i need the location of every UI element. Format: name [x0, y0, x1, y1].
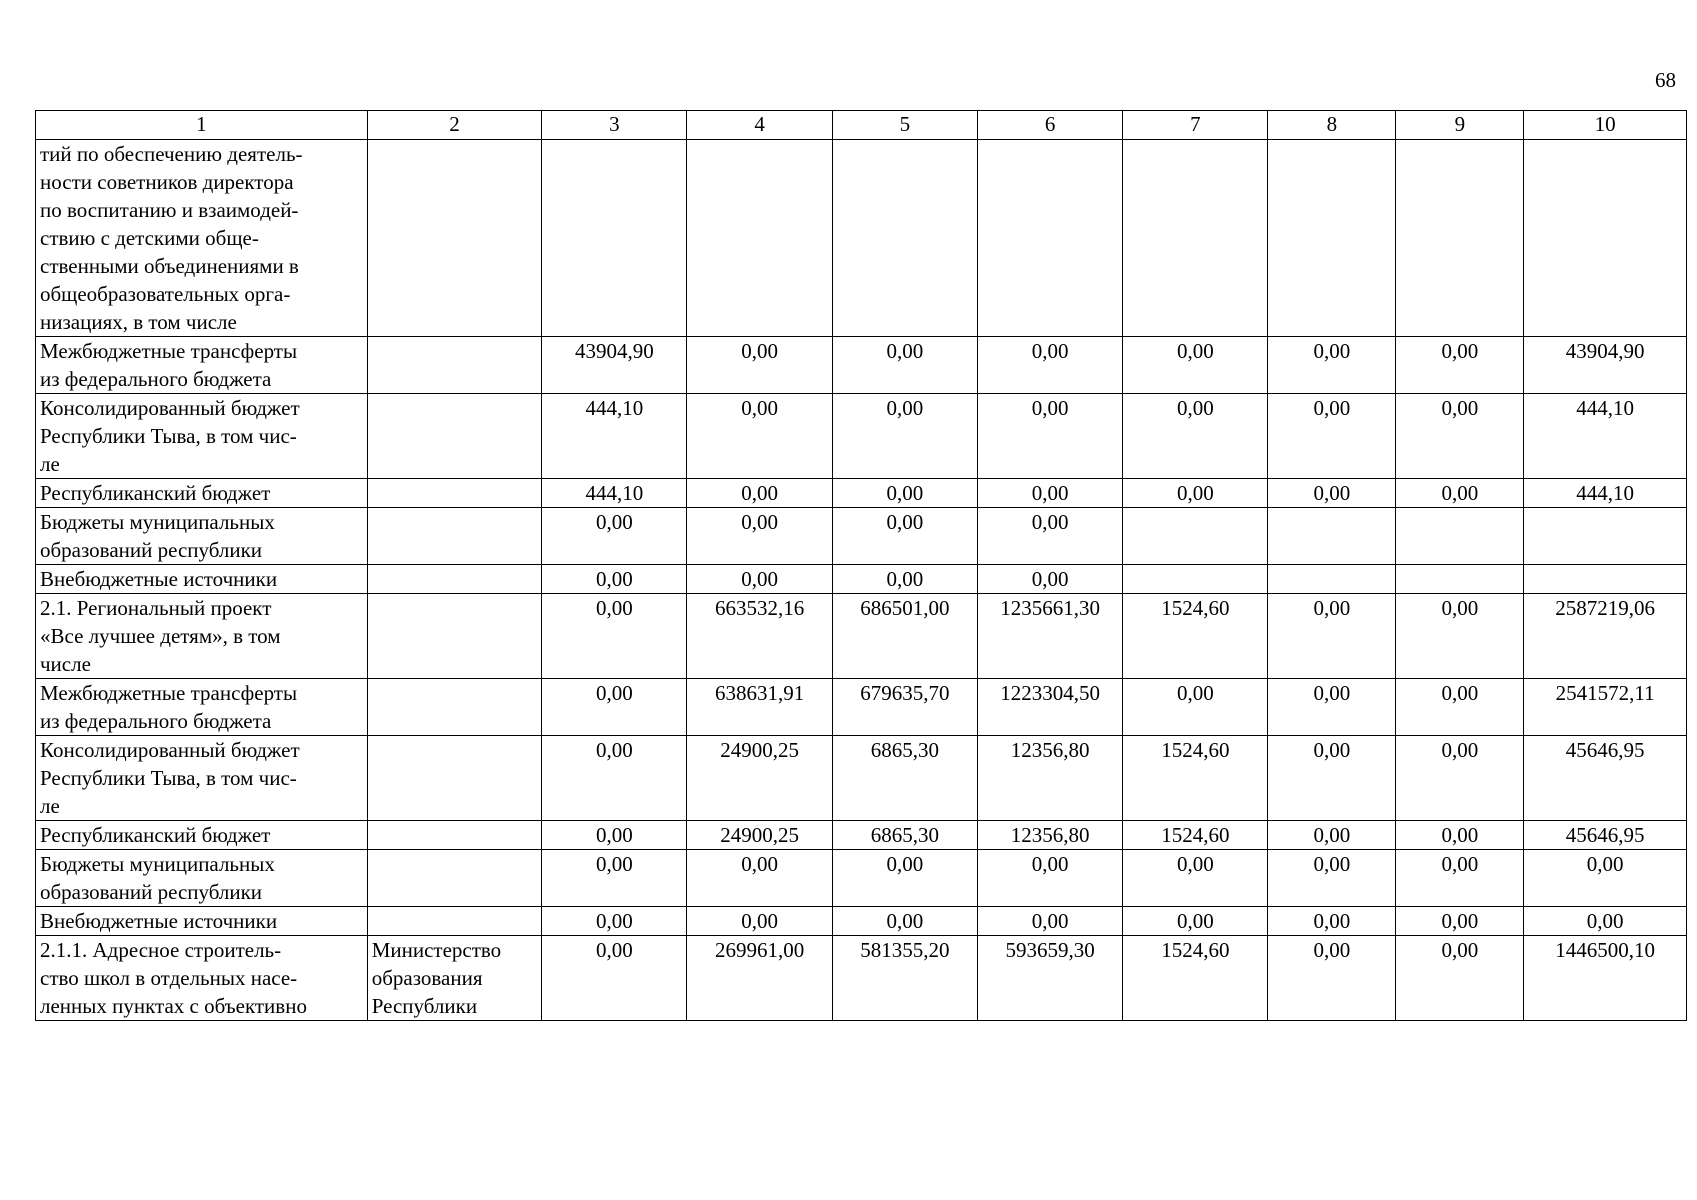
amount-cell: 686501,00	[832, 594, 977, 679]
budget-table	[35, 110, 1687, 1021]
amount-cell: 0,00	[1396, 907, 1524, 936]
row-description	[36, 565, 368, 594]
description-line: ле	[40, 452, 60, 476]
amount-cell: 2587219,06	[1524, 594, 1687, 679]
amount-cell: 0,00	[1396, 594, 1524, 679]
amount-cell	[1524, 565, 1687, 594]
responsible-line: Министерство	[371, 938, 502, 962]
amount-cell: 0,00	[687, 907, 832, 936]
description-line: по воспитанию и взаимодей-	[40, 198, 299, 222]
responsible-executor	[367, 821, 542, 850]
amount-cell: 0,00	[1396, 337, 1524, 394]
description-line: Межбюджетные трансферты	[40, 681, 298, 705]
table-row	[36, 850, 1687, 907]
amount-cell: 444,10	[1524, 394, 1687, 479]
row-description	[36, 508, 368, 565]
amount-cell: 0,00	[977, 508, 1122, 565]
row-description	[36, 394, 368, 479]
amount-cell: 1524,60	[1123, 594, 1268, 679]
amount-cell: 444,10	[542, 479, 687, 508]
description-line: числе	[40, 652, 91, 676]
amount-cell: 0,00	[542, 850, 687, 907]
table-row	[36, 565, 1687, 594]
amount-cell	[1123, 508, 1268, 565]
column-header: 8	[1268, 111, 1396, 140]
row-description	[36, 821, 368, 850]
amount-cell: 0,00	[542, 508, 687, 565]
column-number-row	[36, 111, 1687, 140]
amount-cell: 0,00	[542, 679, 687, 736]
column-header: 6	[977, 111, 1122, 140]
amount-cell: 444,10	[1524, 479, 1687, 508]
row-description	[36, 479, 368, 508]
amount-cell: 6865,30	[832, 736, 977, 821]
row-description	[36, 936, 368, 1021]
description-line: 2.1.1. Адресное строитель-	[40, 938, 282, 962]
amount-cell: 0,00	[977, 479, 1122, 508]
description-line: Республиканский бюджет	[40, 481, 271, 505]
amount-cell: 0,00	[542, 565, 687, 594]
amount-cell: 0,00	[977, 394, 1122, 479]
amount-cell: 0,00	[832, 337, 977, 394]
amount-cell: 0,00	[687, 508, 832, 565]
amount-cell: 0,00	[542, 736, 687, 821]
description-line: низациях, в том числе	[40, 310, 237, 334]
row-description	[36, 337, 368, 394]
amount-cell: 444,10	[542, 394, 687, 479]
description-line: Республики Тыва, в том чис-	[40, 766, 297, 790]
description-line: Бюджеты муниципальных	[40, 852, 275, 876]
amount-cell: 0,00	[1396, 850, 1524, 907]
description-line: из федерального бюджета	[40, 367, 272, 391]
amount-cell: 0,00	[832, 907, 977, 936]
amount-cell: 6865,30	[832, 821, 977, 850]
amount-cell	[1524, 140, 1687, 337]
description-line: 2.1. Региональный проект	[40, 596, 272, 620]
responsible-line: образования	[371, 966, 483, 990]
amount-cell: 24900,25	[687, 821, 832, 850]
amount-cell: 0,00	[1123, 479, 1268, 508]
amount-cell: 0,00	[1268, 821, 1396, 850]
description-line: ле	[40, 794, 60, 818]
amount-cell: 0,00	[687, 850, 832, 907]
amount-cell: 0,00	[687, 337, 832, 394]
amount-cell: 0,00	[1396, 821, 1524, 850]
responsible-executor	[367, 736, 542, 821]
description-line: Межбюджетные трансферты	[40, 339, 298, 363]
responsible-executor	[367, 850, 542, 907]
amount-cell: 0,00	[1123, 337, 1268, 394]
row-description	[36, 140, 368, 337]
amount-cell: 45646,95	[1524, 821, 1687, 850]
amount-cell: 593659,30	[977, 936, 1122, 1021]
amount-cell: 1235661,30	[977, 594, 1122, 679]
amount-cell	[977, 140, 1122, 337]
amount-cell: 0,00	[832, 394, 977, 479]
page-number: 68	[1655, 68, 1676, 92]
amount-cell	[1524, 508, 1687, 565]
table-header	[36, 111, 1687, 140]
responsible-executor	[367, 936, 542, 1021]
column-header: 10	[1524, 111, 1687, 140]
amount-cell: 0,00	[1396, 394, 1524, 479]
description-line: ности советников директора	[40, 170, 294, 194]
amount-cell	[1268, 508, 1396, 565]
description-line: тий по обеспечению деятель-	[40, 142, 303, 166]
amount-cell: 0,00	[687, 565, 832, 594]
amount-cell	[1396, 565, 1524, 594]
row-description	[36, 594, 368, 679]
column-header: 1	[36, 111, 368, 140]
table-row	[36, 337, 1687, 394]
amount-cell: 679635,70	[832, 679, 977, 736]
amount-cell: 1223304,50	[977, 679, 1122, 736]
amount-cell: 581355,20	[832, 936, 977, 1021]
amount-cell: 0,00	[687, 394, 832, 479]
amount-cell: 0,00	[1123, 907, 1268, 936]
amount-cell: 0,00	[1268, 479, 1396, 508]
amount-cell: 0,00	[832, 850, 977, 907]
amount-cell: 0,00	[542, 594, 687, 679]
column-header: 2	[367, 111, 542, 140]
description-line: образований республики	[40, 880, 263, 904]
table-row	[36, 479, 1687, 508]
table-row	[36, 594, 1687, 679]
amount-cell: 0,00	[542, 821, 687, 850]
table-body	[36, 140, 1687, 1021]
responsible-executor	[367, 679, 542, 736]
amount-cell: 0,00	[1396, 679, 1524, 736]
amount-cell: 0,00	[977, 850, 1122, 907]
amount-cell: 0,00	[687, 479, 832, 508]
description-line: Бюджеты муниципальных	[40, 510, 275, 534]
row-description	[36, 907, 368, 936]
amount-cell: 0,00	[977, 337, 1122, 394]
table-row	[36, 508, 1687, 565]
amount-cell: 0,00	[1268, 679, 1396, 736]
amount-cell: 43904,90	[542, 337, 687, 394]
amount-cell	[1396, 140, 1524, 337]
amount-cell: 0,00	[1268, 736, 1396, 821]
amount-cell: 0,00	[832, 479, 977, 508]
amount-cell	[832, 140, 977, 337]
amount-cell: 0,00	[1524, 907, 1687, 936]
table-row	[36, 821, 1687, 850]
amount-cell: 0,00	[1396, 736, 1524, 821]
table-row	[36, 907, 1687, 936]
description-line: «Все лучшее детям», в том	[40, 624, 281, 648]
description-line: Консолидированный бюджет	[40, 738, 300, 762]
amount-cell: 0,00	[1396, 936, 1524, 1021]
row-description	[36, 736, 368, 821]
amount-cell	[1123, 140, 1268, 337]
amount-cell: 12356,80	[977, 736, 1122, 821]
amount-cell	[687, 140, 832, 337]
amount-cell	[1396, 508, 1524, 565]
amount-cell: 663532,16	[687, 594, 832, 679]
amount-cell	[542, 140, 687, 337]
amount-cell: 0,00	[832, 565, 977, 594]
responsible-executor	[367, 140, 542, 337]
description-line: общеобразовательных орга-	[40, 282, 291, 306]
amount-cell: 12356,80	[977, 821, 1122, 850]
description-line: Республиканский бюджет	[40, 823, 271, 847]
responsible-executor	[367, 907, 542, 936]
responsible-executor	[367, 508, 542, 565]
amount-cell: 0,00	[1268, 907, 1396, 936]
column-header: 7	[1123, 111, 1268, 140]
row-description	[36, 679, 368, 736]
amount-cell: 0,00	[1268, 337, 1396, 394]
amount-cell: 43904,90	[1524, 337, 1687, 394]
table-row	[36, 679, 1687, 736]
amount-cell: 0,00	[977, 565, 1122, 594]
description-line: Внебюджетные источники	[40, 567, 278, 591]
amount-cell: 0,00	[1396, 479, 1524, 508]
amount-cell: 24900,25	[687, 736, 832, 821]
responsible-executor	[367, 394, 542, 479]
responsible-executor	[367, 337, 542, 394]
row-description	[36, 850, 368, 907]
description-line: Республики Тыва, в том чис-	[40, 424, 297, 448]
amount-cell: 0,00	[542, 907, 687, 936]
amount-cell: 269961,00	[687, 936, 832, 1021]
amount-cell: 0,00	[832, 508, 977, 565]
description-line: ственными объединениями в	[40, 254, 299, 278]
responsible-executor	[367, 594, 542, 679]
amount-cell	[1268, 565, 1396, 594]
amount-cell: 0,00	[1268, 394, 1396, 479]
responsible-executor	[367, 565, 542, 594]
amount-cell: 1524,60	[1123, 736, 1268, 821]
column-header: 4	[687, 111, 832, 140]
amount-cell: 1446500,10	[1524, 936, 1687, 1021]
responsible-executor	[367, 479, 542, 508]
description-line: из федерального бюджета	[40, 709, 272, 733]
description-line: образований республики	[40, 538, 263, 562]
description-line: Консолидированный бюджет	[40, 396, 300, 420]
amount-cell	[1123, 565, 1268, 594]
table-row	[36, 936, 1687, 1021]
column-header: 3	[542, 111, 687, 140]
description-line: Внебюджетные источники	[40, 909, 278, 933]
amount-cell: 0,00	[1123, 679, 1268, 736]
description-line: ленных пунктах с объективно	[40, 994, 307, 1018]
amount-cell	[1268, 140, 1396, 337]
amount-cell: 0,00	[1268, 936, 1396, 1021]
amount-cell: 0,00	[542, 936, 687, 1021]
column-header: 5	[832, 111, 977, 140]
column-header: 9	[1396, 111, 1524, 140]
amount-cell: 0,00	[1123, 850, 1268, 907]
table-row	[36, 394, 1687, 479]
amount-cell: 0,00	[1524, 850, 1687, 907]
amount-cell: 0,00	[1123, 394, 1268, 479]
amount-cell: 2541572,11	[1524, 679, 1687, 736]
description-line: ствию с детскими обще-	[40, 226, 259, 250]
amount-cell: 1524,60	[1123, 936, 1268, 1021]
amount-cell: 0,00	[977, 907, 1122, 936]
amount-cell: 45646,95	[1524, 736, 1687, 821]
amount-cell: 1524,60	[1123, 821, 1268, 850]
amount-cell: 0,00	[1268, 850, 1396, 907]
table-row	[36, 140, 1687, 337]
description-line: ство школ в отдельных насе-	[40, 966, 298, 990]
table-row	[36, 736, 1687, 821]
amount-cell: 638631,91	[687, 679, 832, 736]
amount-cell: 0,00	[1268, 594, 1396, 679]
responsible-line: Республики	[371, 994, 478, 1018]
